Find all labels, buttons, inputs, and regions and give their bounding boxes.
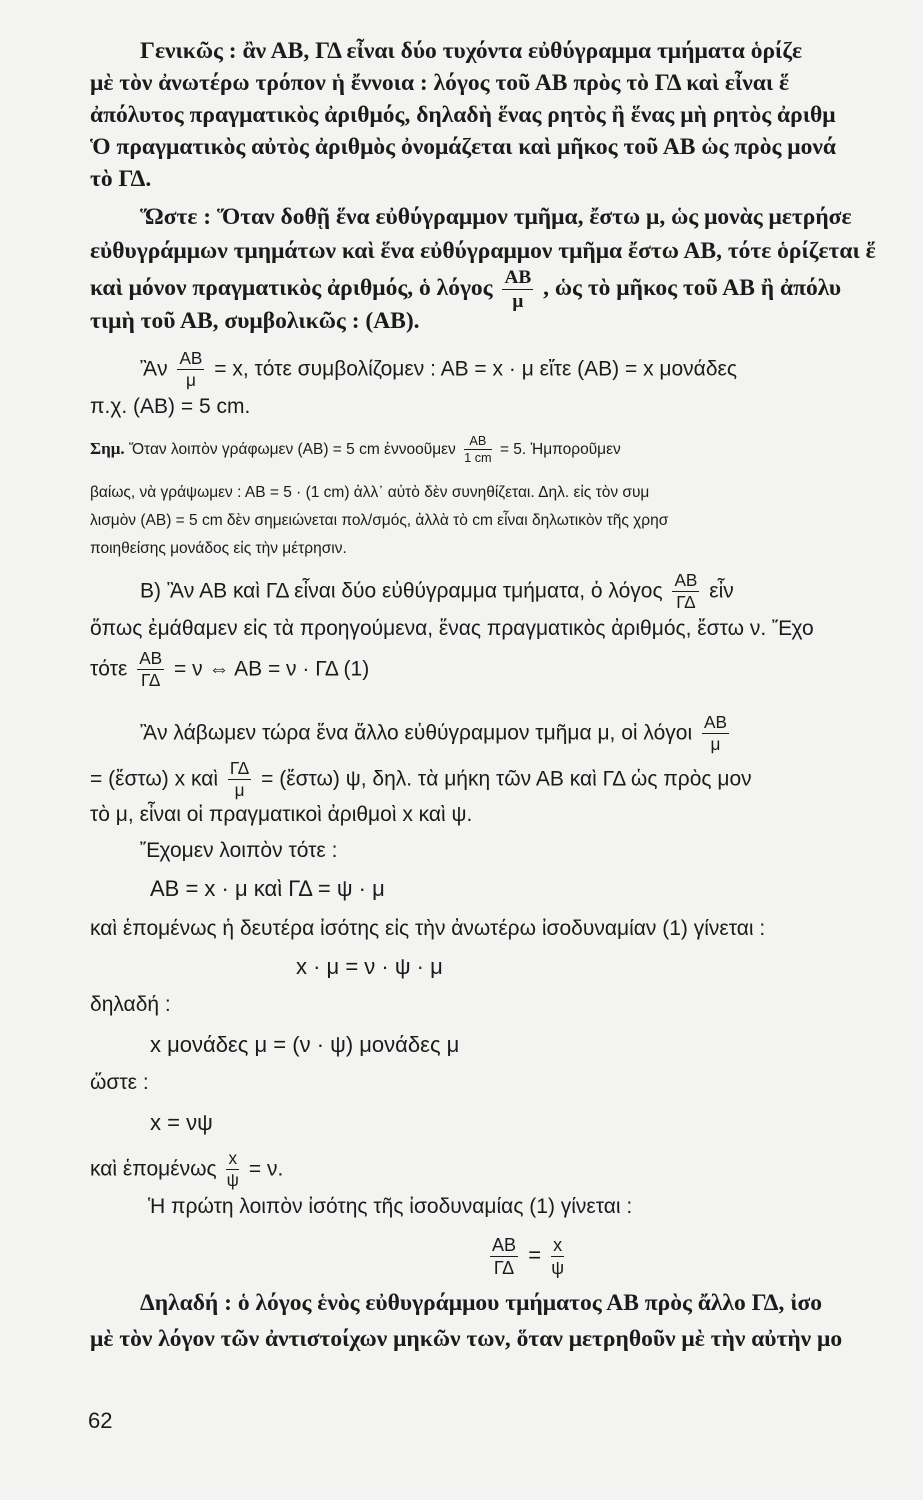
fraction-numerator: x [226,1150,239,1170]
text-line [140,350,923,389]
text-line: μὲ τὸν λόγον τῶν ἀντιστοίχων μηκῶν των, ὅταν μετρηθοῦν μὲ τὴν αὐτὴν μο [90,1326,843,1352]
fraction-denominator: 1 cm [464,450,492,466]
fraction-denominator: μ [512,291,524,313]
fraction-numerator: ΓΔ [228,760,251,780]
fraction [551,1236,564,1277]
text-span: Ὅταν λοιπὸν γράφωμεν (ΑΒ) = 5 cm ἐννοοῦμεν [128,441,456,458]
text-line: Γενικῶς : ἂν ΑΒ, ΓΔ εἶναι δύο τυχόντα εὐθύγραμμα τμήματα ὁρίζε [140,38,803,64]
fraction-numerator: ΑΒ [464,435,492,451]
equation [486,1236,568,1277]
text-span: τότε [90,657,128,681]
text-line [90,1150,923,1189]
text-span: = 5. Ἠμποροῦμεν [499,441,621,458]
text-line [90,434,923,465]
equation: ΑΒ = x · μ καὶ ΓΔ = ψ · μ [150,876,385,901]
fraction [464,432,492,466]
note-label: Σημ. [90,439,125,458]
text-line [90,760,923,799]
text-span: Ἂν λάβωμεν τώρα ἕνα ἄλλο εὐθύγραμμον τμῆμα μ, οἱ λόγοι [140,721,693,745]
page-number: 62 [88,1408,113,1433]
text-line [90,268,923,312]
equation: x μονάδες μ = (ν · ψ) μονάδες μ [150,1032,460,1057]
text-line: τὸ μ, εἶναι οἱ πραγματικοὶ ἀριθμοὶ x καὶ ψ. [90,803,473,826]
fraction [226,1150,239,1189]
text-line [90,650,923,689]
text-line: Ὥστε : Ὅταν δοθῇ ἕνα εὐθύγραμμον τμῆμα, ἔστω μ, ὡς μονὰς μετρήσε [140,204,852,230]
fraction [672,572,699,611]
text-span: = ν ⇔ ΑΒ = ν · ΓΔ (1) [173,657,370,681]
text-line: Ἡ πρώτη λοιπὸν ἰσότης τῆς ἰσοδυναμίας (1) γίνεται : [148,1195,633,1218]
fraction-numerator: x [551,1236,564,1257]
text-line: δηλαδή : [90,993,171,1016]
fraction-numerator: ΑΒ [672,572,699,592]
text-line: εὐθυγράμμων τμημάτων καὶ ἕνα εὐθύγραμμον τμῆμα ἔστω ΑΒ, τότε ὁρίζεται ἕ [90,238,876,264]
fraction-denominator: ΓΔ [493,1258,515,1279]
equals-sign: = [528,1242,542,1268]
text-span: = x, τότε συμβολίζομεν : ΑΒ = x · μ εἴτε (ΑΒ) = x μονάδες [214,357,737,381]
text-line: Ἔχομεν λοιπὸν τότε : [140,839,338,862]
text-span: καὶ μόνον πραγματικὸς ἀριθμός, ὁ λόγος [90,275,493,302]
text-line: τὸ ΓΔ. [90,166,152,192]
fraction-denominator: ΓΔ [140,670,161,691]
equation: x · μ = ν · ψ · μ [296,954,443,979]
text-span: Ἂν [140,357,168,381]
text-span: καὶ ἑπομένως [90,1157,217,1181]
text-span: = (ἔστω) x καὶ [90,767,219,791]
text-span: εἶν [709,579,734,603]
text-span: , ὡς τὸ μῆκος τοῦ ΑΒ ἢ ἀπόλυ [543,275,842,302]
equation: x = νψ [150,1110,213,1135]
fraction-numerator: ΑΒ [490,1236,518,1257]
text-line: λισμὸν (ΑΒ) = 5 cm δὲν σημειώνεται πολ/σμός, ἀλλὰ τὸ cm εἶναι δηλωτικὸν τῆς χρησ [90,512,669,529]
text-line: π.χ. (ΑΒ) = 5 cm. [90,395,251,418]
fraction [137,650,164,689]
fraction [490,1236,518,1277]
text-line: Ὁ πραγματικὸς αὐτὸς ἀριθμὸς ὀνομάζεται καὶ μῆκος τοῦ ΑΒ ὡς πρὸς μονά [90,134,836,160]
fraction-denominator: ψ [551,1258,565,1279]
fraction-denominator: μ [234,780,245,801]
text-line [140,714,923,753]
text-span: = (ἔστω) ψ, δηλ. τὰ μήκη τῶν ΑΒ καὶ ΓΔ ὡς πρὸς μον [261,767,752,791]
fraction [177,350,204,389]
fraction-denominator: μ [710,734,721,755]
text-line: ἀπόλυτος πραγματικὸς ἀριθμός, δηλαδὴ ἕνας ρητὸς ἢ ἕνας μὴ ρητὸς ἀριθμ [90,102,836,128]
text-line: ποιηθείσης μονάδος εἰς τὴν μέτρησιν. [90,540,347,557]
fraction [228,760,251,799]
fraction [702,714,729,753]
fraction-numerator: ΑΒ [137,650,164,670]
fraction-numerator: ΑΒ [502,268,533,290]
text-line: ὅπως ἐμάθαμεν εἰς τὰ προηγούμενα, ἕνας πραγματικὸς ἀριθμός, ἔστω ν. Ἔχο [90,617,814,640]
text-span: = ν. [248,1157,284,1181]
text-span: Β) Ἂν ΑΒ καὶ ΓΔ εἶναι δύο εὐθύγραμμα τμήματα, ὁ λόγος [140,579,663,603]
text-line: ὥστε : [90,1071,149,1094]
fraction-numerator: ΑΒ [702,714,729,734]
text-line: βαίως, νὰ γράψωμεν : ΑΒ = 5 · (1 cm) ἀλλ᾽ αὐτὸ δὲν συνηθίζεται. Δηλ. εἰς τὸν συμ [90,484,650,501]
fraction-denominator: ψ [226,1170,239,1191]
fraction-numerator: ΑΒ [177,350,204,370]
fraction-denominator: μ [185,370,196,391]
text-line: Δηλαδή : ὁ λόγος ἑνὸς εὐθυγράμμου τμήματος ΑΒ πρὸς ἄλλο ΓΔ, ἰσο [140,1290,823,1316]
text-line: καὶ ἑπομένως ἡ δευτέρα ἰσότης εἰς τὴν ἀνωτέρω ἰσοδυναμίαν (1) γίνεται : [90,917,766,940]
text-line [140,572,923,611]
text-line: μὲ τὸν ἀνωτέρω τρόπον ἡ ἔννοια : λόγος τοῦ ΑΒ πρὸς τὸ ΓΔ καὶ εἶναι ἕ [90,70,790,96]
fraction-denominator: ΓΔ [676,592,696,613]
fraction [502,268,533,312]
text-line: τιμὴ τοῦ ΑΒ, συμβολικῶς : (ΑΒ). [90,308,420,334]
